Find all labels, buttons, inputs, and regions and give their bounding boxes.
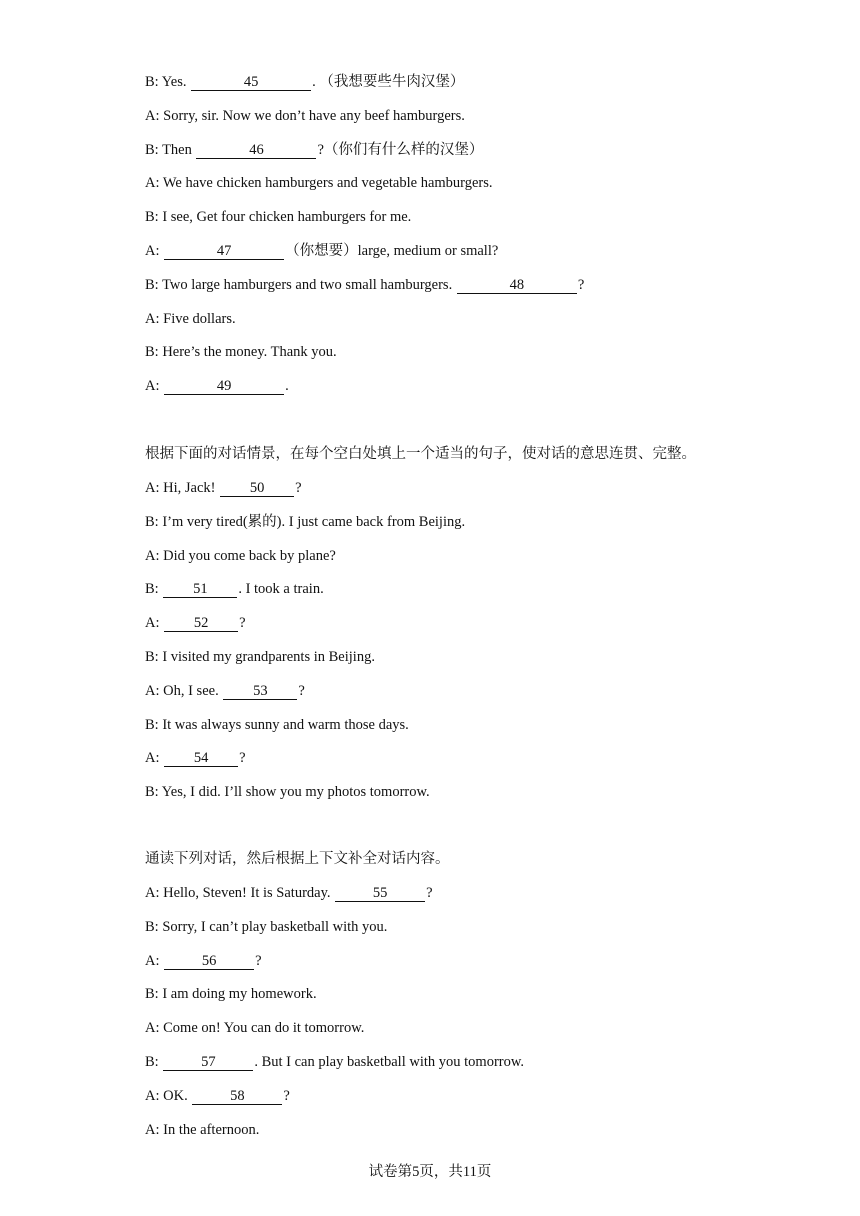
line-text: B: I see, Get four chicken hamburgers for me. [145, 209, 412, 226]
dialogue-line [145, 715, 409, 735]
line-text-suffix: ? [255, 952, 262, 969]
dialogue-line [145, 1086, 290, 1106]
line-text-suffix: ? [283, 1087, 290, 1104]
answer-blank[interactable]: 58 [192, 1088, 282, 1105]
line-text: A: OK. [145, 1087, 192, 1104]
dialogue-line [145, 917, 387, 937]
line-text: B: Yes, I did. I’ll show you my photos tomorrow. [145, 784, 430, 801]
line-text: A: Hi, Jack! [145, 480, 220, 496]
answer-blank[interactable]: 56 [164, 953, 254, 970]
line-text: A: Did you come back by plane? [145, 547, 336, 564]
line-text-suffix: . （我想要些牛肉汉堡） [312, 74, 465, 90]
dialogue-line [145, 106, 465, 126]
line-text-suffix: ? [295, 480, 302, 496]
line-text: B: I’m very tired(累的). I just came back from Beijing. [145, 513, 466, 530]
line-text-suffix: ? [239, 615, 246, 632]
line-text-suffix: . [285, 378, 289, 395]
dialogue-line [145, 546, 336, 566]
answer-blank[interactable]: 51 [163, 581, 237, 598]
dialogue-line [145, 1120, 259, 1140]
line-text: A: In the afternoon. [145, 1121, 260, 1138]
dialogue-line [145, 207, 411, 227]
line-text-suffix: （你想要）large, medium or small? [285, 243, 499, 259]
line-text-suffix: ? [298, 682, 305, 699]
line-text: A: Come on! You can do it tomorrow. [145, 1020, 365, 1037]
line-text: A: Oh, I see. [145, 682, 223, 699]
line-text-suffix: ? [426, 885, 433, 901]
answer-blank[interactable]: 49 [164, 378, 284, 395]
dialogue-line [145, 376, 289, 396]
line-text: A: Five dollars. [145, 310, 236, 327]
dialogue-line [145, 241, 498, 261]
dialogue-line [145, 579, 324, 599]
dialogue-line [145, 140, 483, 160]
line-text: A: Sorry, sir. Now we don’t have any beef hamburgers. [145, 107, 465, 124]
dialogue-line [145, 512, 465, 532]
dialogue-line [145, 883, 433, 903]
dialogue-line [145, 342, 337, 362]
dialogue-line [145, 647, 375, 667]
page-footer: 试卷第5页，共11页 [368, 1164, 492, 1180]
line-text: A: We have chicken hamburgers and vegetable hamburgers. [145, 175, 493, 192]
dialogue-line [145, 984, 317, 1004]
dialogue-line [145, 173, 493, 193]
answer-blank[interactable]: 47 [164, 243, 284, 260]
line-text: B: [145, 1054, 163, 1070]
dialogue-line [145, 72, 464, 92]
line-text-suffix: . But I can play basketball with you tomorrow. [254, 1054, 525, 1070]
line-text-suffix: . I took a train. [238, 581, 324, 598]
line-text-suffix: ?（你们有什么样的汉堡） [317, 141, 484, 158]
answer-blank[interactable]: 55 [335, 885, 425, 902]
answer-blank[interactable]: 45 [191, 74, 311, 91]
line-text: A: [145, 750, 164, 767]
line-text: A: [145, 378, 164, 395]
line-text-suffix: ? [577, 276, 585, 293]
line-text: B: Two large hamburgers and two small hamburgers. [145, 276, 456, 293]
line-text: A: Hello, Steven! It is Saturday. [145, 885, 335, 901]
line-text: A: [145, 952, 164, 969]
line-text: A: [145, 243, 164, 259]
dialogue-line [145, 613, 246, 633]
answer-blank[interactable]: 53 [223, 683, 297, 700]
section-instruction: 根据下面的对话情景，在每个空白处填上一个适当的句子，使对话的意思连贯、完整。 [145, 446, 696, 462]
dialogue-line [145, 478, 302, 498]
dialogue-line [145, 1052, 524, 1072]
dialogue-line [145, 275, 584, 295]
dialogue-line [145, 1018, 364, 1038]
section-instruction: 通读下列对话，然后根据上下文补全对话内容。 [145, 851, 450, 867]
answer-blank[interactable]: 48 [457, 277, 577, 294]
answer-blank[interactable]: 52 [164, 615, 238, 632]
dialogue-line [145, 748, 246, 768]
line-text: B: Yes. [145, 74, 191, 90]
dialogue-line [145, 951, 262, 971]
line-text: B: It was always sunny and warm those days. [145, 716, 409, 733]
dialogue-line [145, 309, 236, 329]
line-text: B: [145, 581, 163, 598]
answer-blank[interactable]: 46 [196, 142, 316, 159]
dialogue-line [145, 782, 430, 802]
line-text: B: Here’s the money. Thank you. [145, 344, 337, 361]
dialogue-line [145, 681, 305, 701]
answer-blank[interactable]: 57 [163, 1054, 253, 1071]
answer-blank[interactable]: 50 [220, 480, 294, 497]
line-text: A: [145, 615, 164, 632]
answer-blank[interactable]: 54 [164, 750, 238, 767]
line-text: B: I am doing my homework. [145, 986, 317, 1003]
line-text: B: Sorry, I can’t play basketball with you. [145, 918, 388, 935]
line-text: B: I visited my grandparents in Beijing. [145, 649, 375, 665]
line-text-suffix: ? [239, 750, 246, 767]
line-text: B: Then [145, 141, 196, 158]
